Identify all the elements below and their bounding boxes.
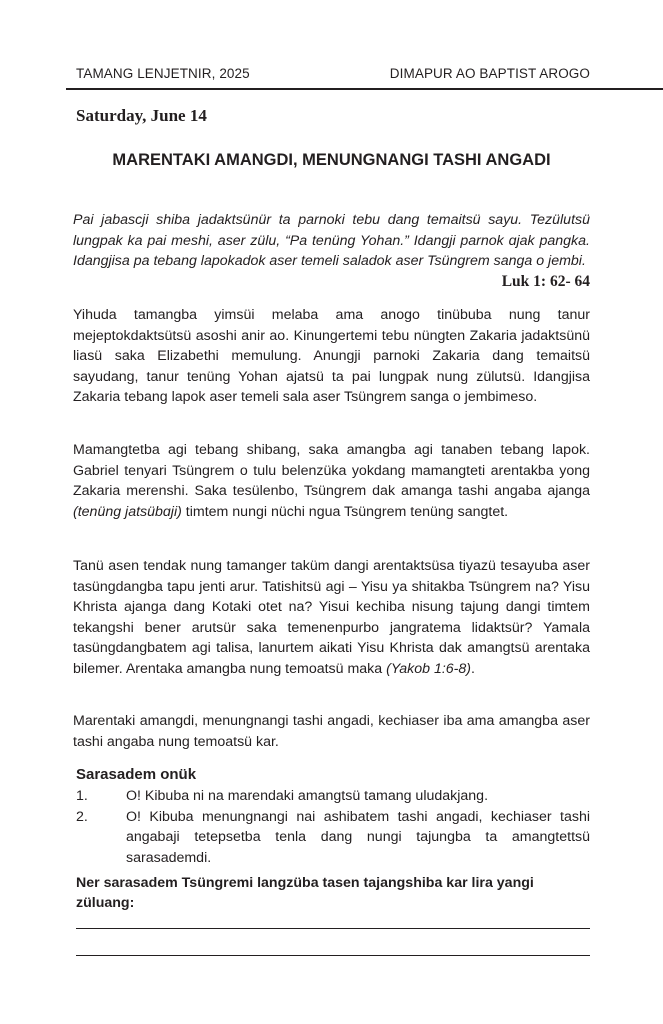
list-item-text: O! Kibuba menungnangi nai ashibatem tashi angadi, kechiaser tashi angabaji tetepsetba tenla dang nungi tajungba ta amangtettsü sarasademdi.: [126, 808, 590, 866]
paragraph-2-text: Mamangtetba agi tebang shibang, saka amangba agi tanaben tebang lapok. Gabriel tenyari Tsüngrem o tulu belenzüka yokdang mamangteti arentakba yong Zakaria merenshi. Saka tesülenbo, Tsüngrem dak amanga tashi angaba ajanga: [73, 442, 590, 499]
writing-line: [76, 928, 590, 929]
writing-line: [76, 955, 590, 956]
paragraph-3-text: Tanü asen tendak nung tamanger taküm dangi arentaktsüsa tiyazü tesayuba aser tasüngdangba tapu jenti arur. Tatishitsü agi – Yisu ya shitakba Tsüngrem na? Yisu Khrista ajanga dang Kotaki otet na? Yisui kechiba nisung tajung dangi timtem tekangshi bener arutsür saka temenenpurbo jangratema lidaktsür? Yamala tasüngdangbatem agi talisa, lanurtem aikati Yisu Khrista dak amangtsü arentaka bilemer. Arentaka amangba nung temoatsü maka: [73, 558, 590, 677]
paragraph-4: Marentaki amangdi, menungnangi tashi angadi, kechiaser iba ama amangba aser tashi angaba nung temoatsü kar.: [73, 713, 590, 750]
paragraph-2-italic: (tenüng jatsübɑji): [73, 503, 182, 520]
header-publication: TAMANG LENJETNIR, 2025: [76, 66, 250, 81]
paragraph-2: [73, 440, 590, 522]
verse-text: Pai jabascji shiba jadaktsünür ta parnoki tebu dang temaitsü sayu. Tezülutsü lungpak ka pai meshi, aser zülu, “Pa tenüng Yohan.” Idangji parnok ɑjak pangka. Idangjisa pa tebang lapokadok aser temeli saladok aser Tsüngrem sanga o jembi.: [73, 212, 590, 269]
scripture-verse: [73, 210, 590, 292]
list-item: [76, 807, 590, 869]
list-item-number: 2.: [76, 808, 88, 825]
prayer-list: [76, 786, 590, 868]
list-item: [76, 786, 590, 807]
header-rule: [66, 88, 663, 90]
writing-prompt: Ner sarasadem Tsüngremi langzüba tasen tajangshiba kar lira yangi züluang:: [76, 875, 534, 911]
paragraph-3: [73, 556, 590, 679]
paragraph-3-italic: (Yakob 1:6-8): [386, 660, 472, 677]
paragraph-1: Yihuda tamangba yimsüi melaba ama anogo tinübuba nung tanur mejeptokdaktsütsü asoshi anir ao. Kinungertemi tebu nüngten Zakaria jadaktsünü liasü saka Elizabethi memulung. Anungji parnoki Zakaria dang temaitsü sayudang, tanur tenüng Yohan ajatsü ta pai lungpak nung zülutsü. Idangjisa Zakaria tebang lapok aser temeli sala aser Tsüngrem sanga o jembimeso.: [73, 307, 590, 405]
devotion-title: MARENTAKI AMANGDI, MENUNGNANGI TASHI ANGADI: [112, 151, 551, 169]
paragraph-2-end: timtem nungi nüchi ngua Tsüngrem tenüng sangtet.: [181, 503, 509, 520]
verse-reference: Luk 1: 62- 64: [501, 272, 590, 290]
list-item-text: O! Kibuba ni na marendaki amangtsü tamang uludakjang.: [126, 788, 489, 804]
header-organization: DIMAPUR AO BAPTIST AROGO: [389, 66, 590, 81]
page-header: [76, 66, 590, 86]
list-item-number: 1.: [76, 788, 88, 804]
prayer-heading: Sarasadem onük: [76, 766, 197, 783]
devotion-date: Saturday, June 14: [76, 106, 207, 125]
paragraph-3-end: .: [471, 660, 475, 677]
